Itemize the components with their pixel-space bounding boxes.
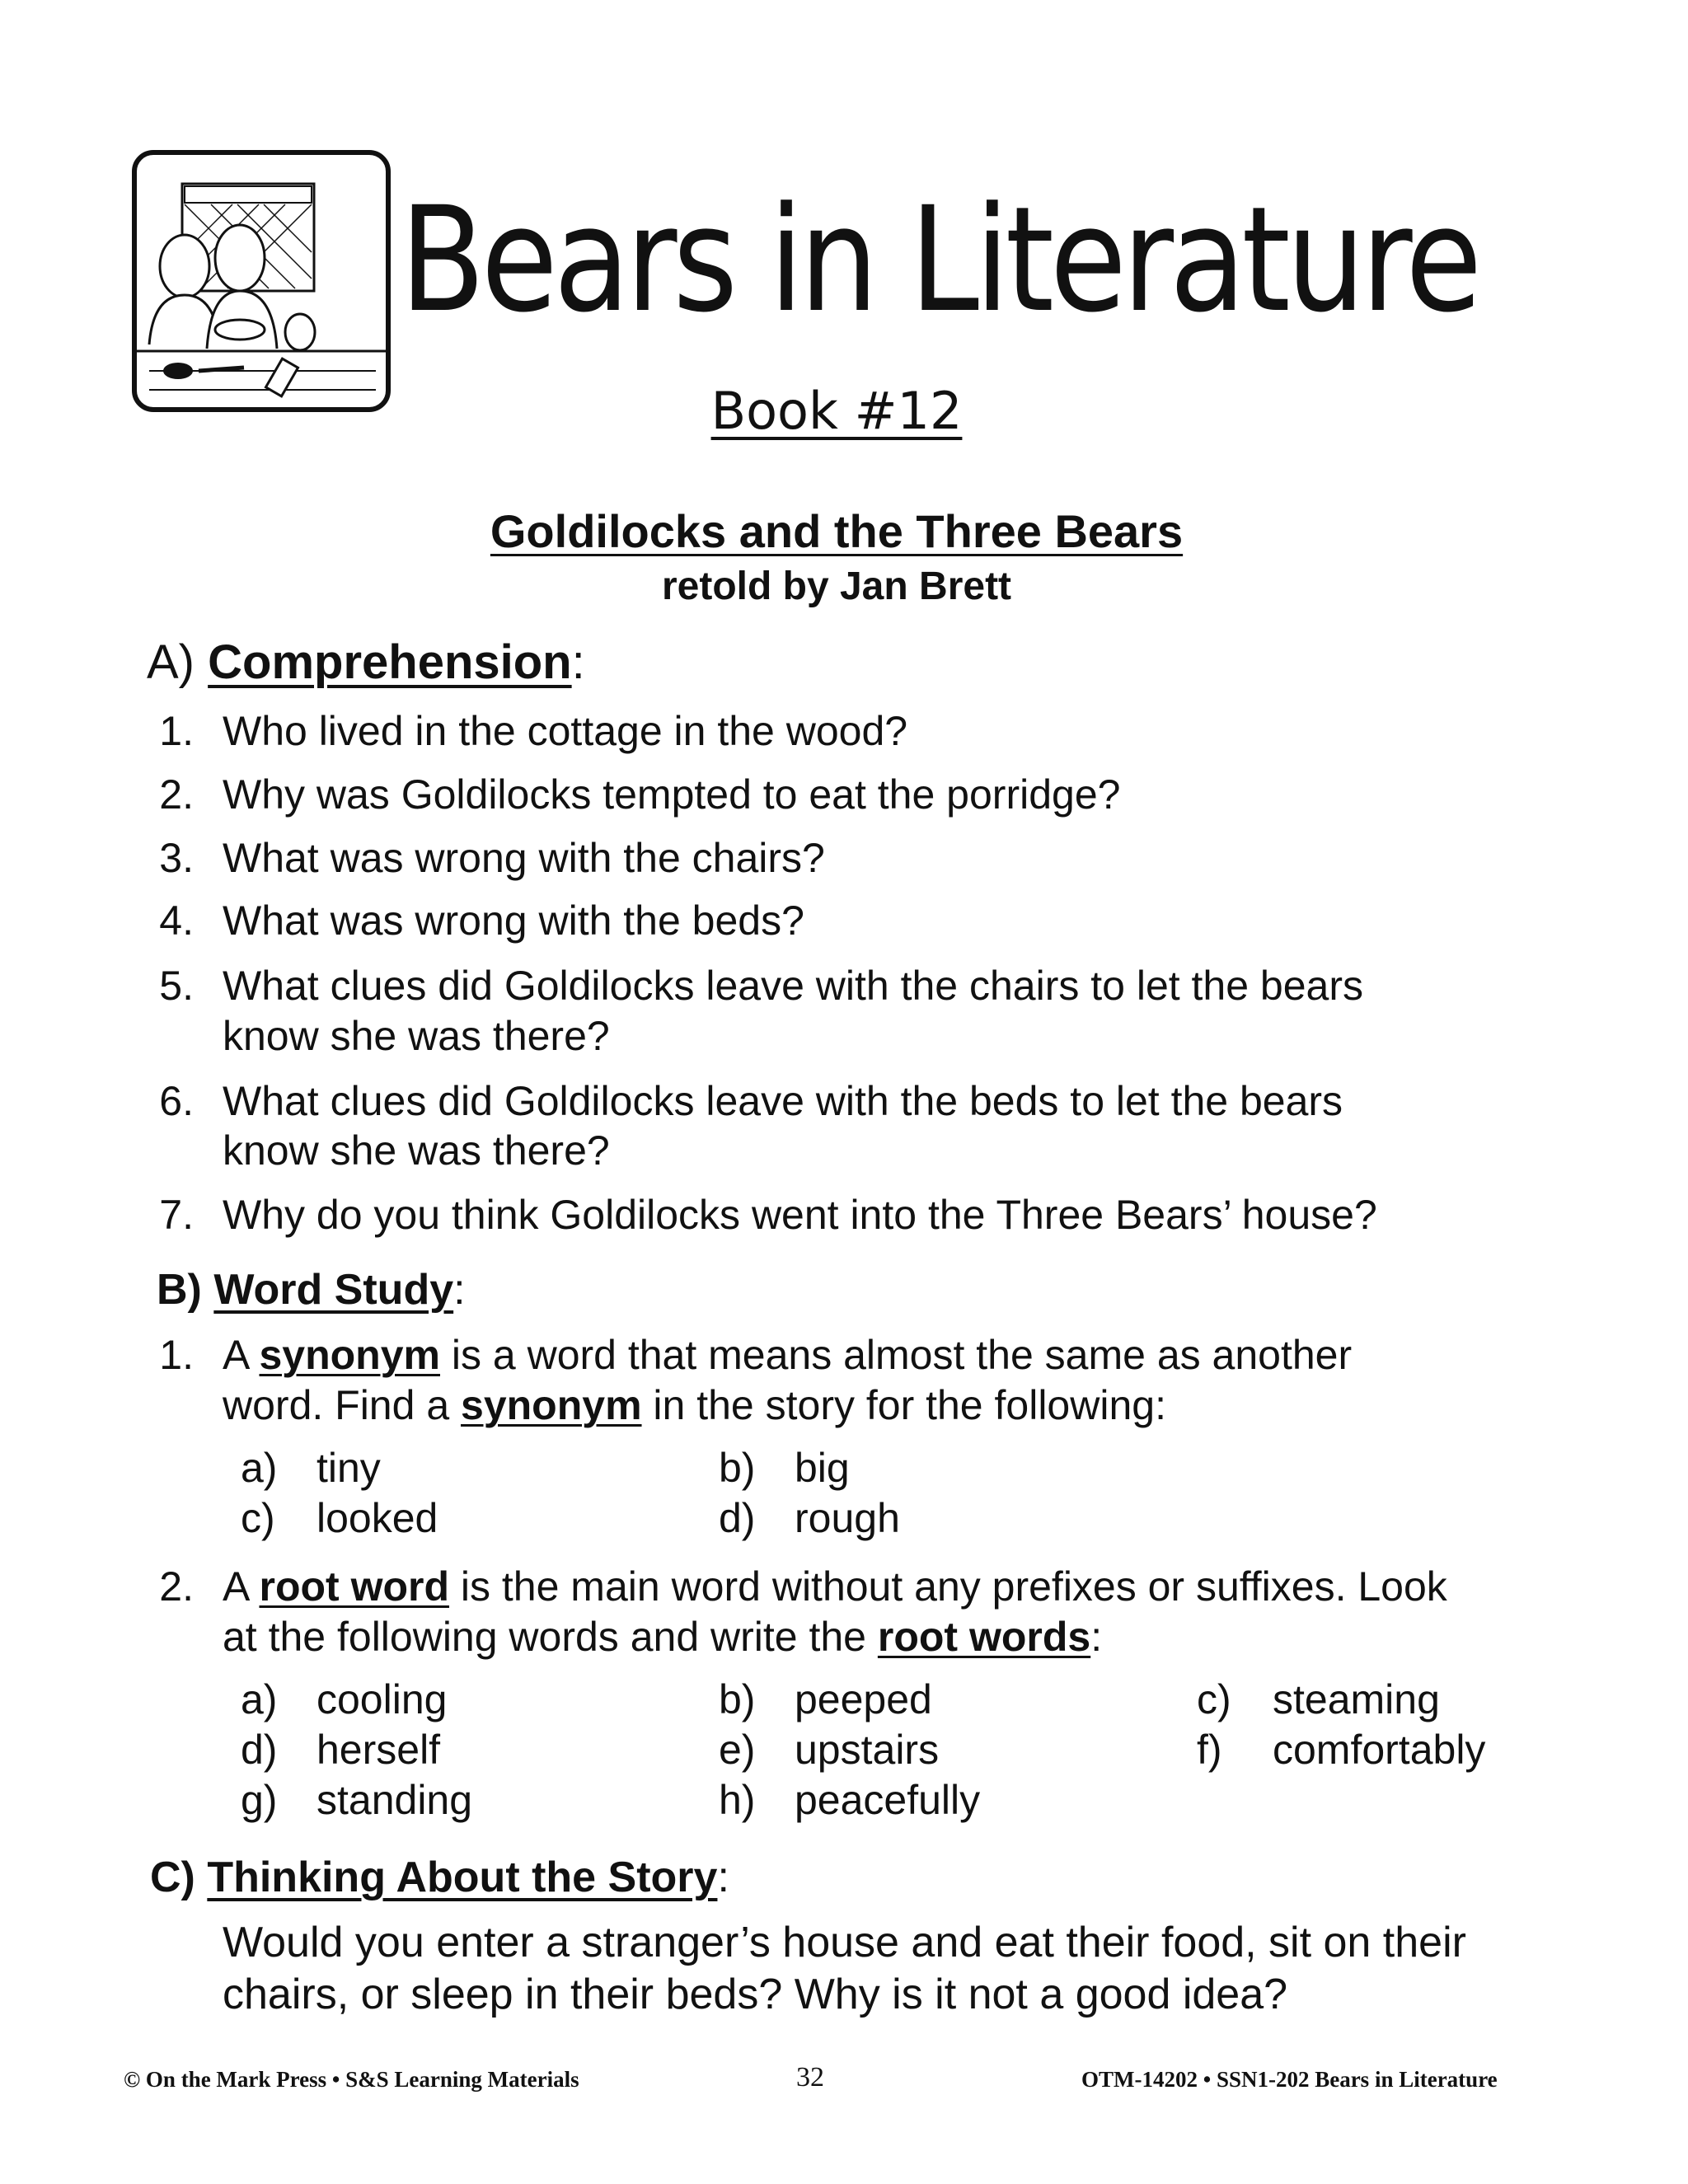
item-word: looked — [316, 1495, 438, 1541]
item-word: tiny — [316, 1445, 381, 1491]
story-author: retold by Jan Brett — [661, 565, 1012, 608]
question-text: A synonym is a word that means almost the same as another — [223, 1332, 1353, 1378]
question-text: What was wrong with the beds? — [223, 898, 804, 944]
footer-product-code: OTM-14202 • SSN1-202 Bears in Literature — [1081, 2067, 1498, 2092]
question-text: Who lived in the cottage in the wood? — [223, 708, 908, 754]
question-text: What clues did Goldilocks leave with the beds to let the bears — [223, 1078, 1343, 1124]
thinking-text: chairs, or sleep in their beds? Why is it not a good idea? — [223, 1971, 1288, 2018]
item-label: d) — [719, 1495, 756, 1541]
item-word: rough — [795, 1495, 900, 1541]
three-bears-illustration — [132, 150, 391, 412]
question-text: at the following words and write the root words: — [223, 1614, 1103, 1660]
footer-publisher: © On the Mark Press • S&S Learning Materials — [124, 2067, 579, 2092]
question-text: What was wrong with the chairs? — [223, 835, 825, 881]
question-number: 4. — [159, 898, 194, 944]
term-root-words: root words — [877, 1614, 1091, 1660]
item-word: upstairs — [795, 1727, 940, 1773]
term-root-word: root word — [259, 1563, 450, 1610]
section-title: Thinking About the Story — [207, 1854, 718, 1901]
colon: : — [571, 635, 585, 689]
item-word: peacefully — [795, 1777, 981, 1823]
item-word: steaming — [1273, 1676, 1440, 1722]
item-label: h) — [719, 1777, 756, 1823]
thinking-text: Would you enter a stranger’s house and eat their food, sit on their — [223, 1919, 1466, 1966]
question-number: 3. — [159, 835, 194, 881]
section-word-study-heading — [157, 1265, 466, 1315]
question-text: Why do you think Goldilocks went into the Three Bears’ house? — [223, 1192, 1377, 1238]
question-text: know she was there? — [223, 1013, 610, 1059]
item-word: herself — [316, 1727, 441, 1773]
item-label: g) — [241, 1777, 278, 1823]
section-thinking-heading — [150, 1853, 729, 1902]
question-text: A root word is the main word without any prefixes or suffixes. Look — [223, 1563, 1447, 1610]
item-label: a) — [241, 1676, 278, 1722]
item-label: a) — [241, 1445, 278, 1491]
colon: : — [453, 1266, 466, 1314]
question-text: know she was there? — [223, 1127, 610, 1174]
item-word: big — [795, 1445, 850, 1491]
story-title: Goldilocks and the Three Bears — [490, 505, 1184, 557]
question-number: 1. — [159, 708, 194, 754]
question-text: word. Find a synonym in the story for the following: — [223, 1382, 1166, 1428]
page-number: 32 — [796, 2062, 824, 2093]
item-label: c) — [1197, 1676, 1231, 1722]
term-synonym: synonym — [461, 1382, 642, 1428]
item-label: b) — [719, 1445, 756, 1491]
item-label: c) — [241, 1495, 275, 1541]
question-number: 1. — [159, 1332, 194, 1378]
question-text: Why was Goldilocks tempted to eat the porridge? — [223, 771, 1121, 818]
question-number: 6. — [159, 1078, 194, 1124]
item-word: cooling — [316, 1676, 448, 1722]
section-letter: C) — [150, 1854, 195, 1901]
question-number: 7. — [159, 1192, 194, 1238]
question-number: 2. — [159, 1563, 194, 1610]
page-title: Bears in Literature — [400, 176, 1479, 344]
item-label: d) — [241, 1727, 278, 1773]
colon: : — [717, 1854, 729, 1901]
section-letter: B) — [157, 1266, 202, 1314]
item-label: f) — [1197, 1727, 1222, 1773]
question-text: What clues did Goldilocks leave with the chairs to let the bears — [223, 963, 1364, 1009]
section-title: Word Study — [213, 1266, 454, 1314]
item-label: b) — [719, 1676, 756, 1722]
term-synonym: synonym — [259, 1332, 440, 1378]
item-word: peeped — [795, 1676, 932, 1722]
item-label: e) — [719, 1727, 756, 1773]
book-number: Book #12 — [710, 381, 963, 441]
item-word: standing — [316, 1777, 473, 1823]
section-title: Comprehension — [208, 635, 572, 689]
section-letter: A) — [147, 635, 195, 689]
section-comprehension-heading — [147, 635, 585, 690]
question-number: 5. — [159, 963, 194, 1009]
bears-kitchen-icon — [137, 155, 386, 407]
item-word: comfortably — [1273, 1727, 1486, 1773]
question-number: 2. — [159, 771, 194, 818]
